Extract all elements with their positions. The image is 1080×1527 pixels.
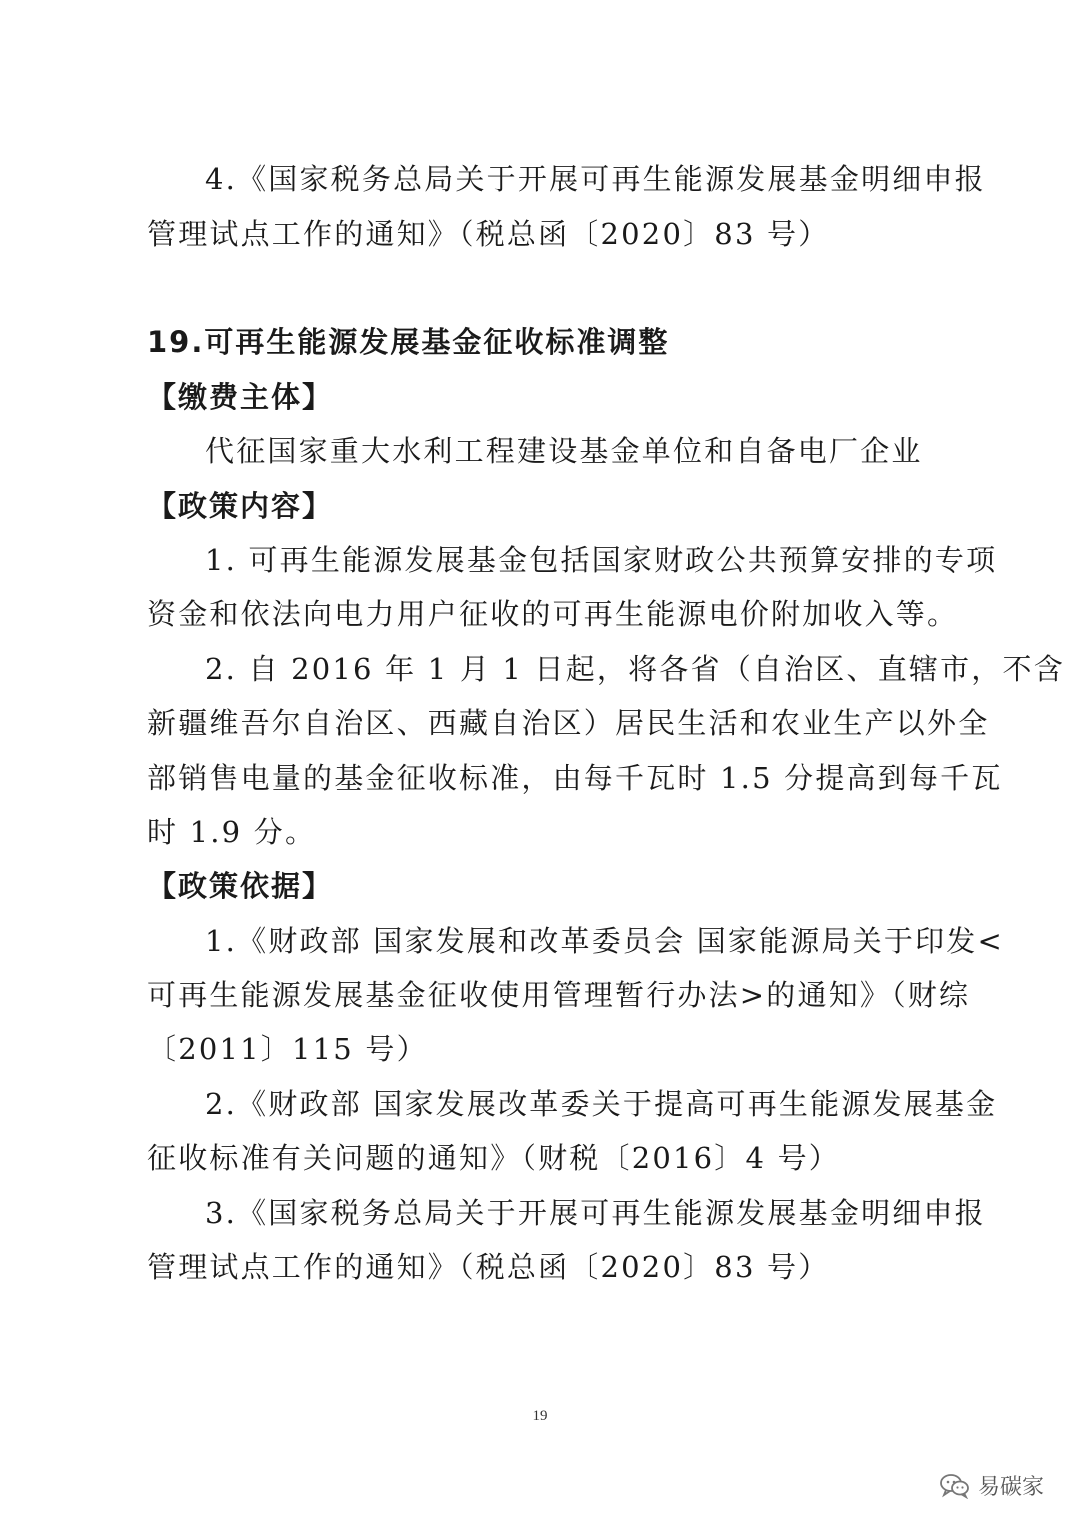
watermark-text: 易碳家 [977, 1475, 1044, 1500]
basis-3-line-2: 管理试点工作的通知》（税总函〔2020〕83 号） [147, 1250, 830, 1284]
basis-2-line-1: 2.《财政部 国家发展改革委关于提高可再生能源发展基金 [205, 1087, 998, 1121]
prev-item-4-line-1: 4.《国家税务总局关于开展可再生能源发展基金明细申报 [205, 162, 986, 196]
payer-heading: 【缴费主体】 [147, 380, 334, 414]
section-title: 19.可再生能源发展基金征收标准调整 [147, 325, 670, 359]
content-1-line-2: 资金和依法向电力用户征收的可再生能源电价附加收入等。 [147, 597, 959, 631]
basis-1-line-1: 1.《财政部 国家发展和改革委员会 国家能源局关于印发< [205, 924, 1005, 958]
watermark [940, 1470, 1044, 1501]
page-number: 19 [532, 1408, 548, 1424]
basis-heading: 【政策依据】 [147, 869, 334, 903]
payer-text: 代征国家重大水利工程建设基金单位和自备电厂企业 [205, 434, 923, 468]
basis-2-line-2: 征收标准有关问题的通知》（财税〔2016〕4 号） [147, 1141, 840, 1175]
content-1-line-1: 1. 可再生能源发展基金包括国家财政公共预算安排的专项 [205, 543, 998, 577]
basis-1-line-3: 〔2011〕115 号） [147, 1032, 428, 1066]
basis-3-line-1: 3.《国家税务总局关于开展可再生能源发展基金明细申报 [205, 1196, 986, 1230]
content-2-line-3: 部销售电量的基金征收标准，由每千瓦时 1.5 分提高到每千瓦 [147, 761, 1003, 795]
prev-item-4-line-2: 管理试点工作的通知》（税总函〔2020〕83 号） [147, 217, 830, 251]
basis-1-line-2: 可再生能源发展基金征收使用管理暂行办法>的通知》（财综 [147, 978, 971, 1012]
content-heading: 【政策内容】 [147, 489, 334, 523]
content-2-line-1: 2. 自 2016 年 1 月 1 日起，将各省（自治区、直辖市，不含 [205, 652, 1065, 686]
content-2-line-4: 时 1.9 分。 [147, 815, 317, 849]
content-2-line-2: 新疆维吾尔自治区、西藏自治区）居民生活和农业生产以外全 [147, 706, 990, 740]
wechat-icon [940, 1473, 970, 1499]
